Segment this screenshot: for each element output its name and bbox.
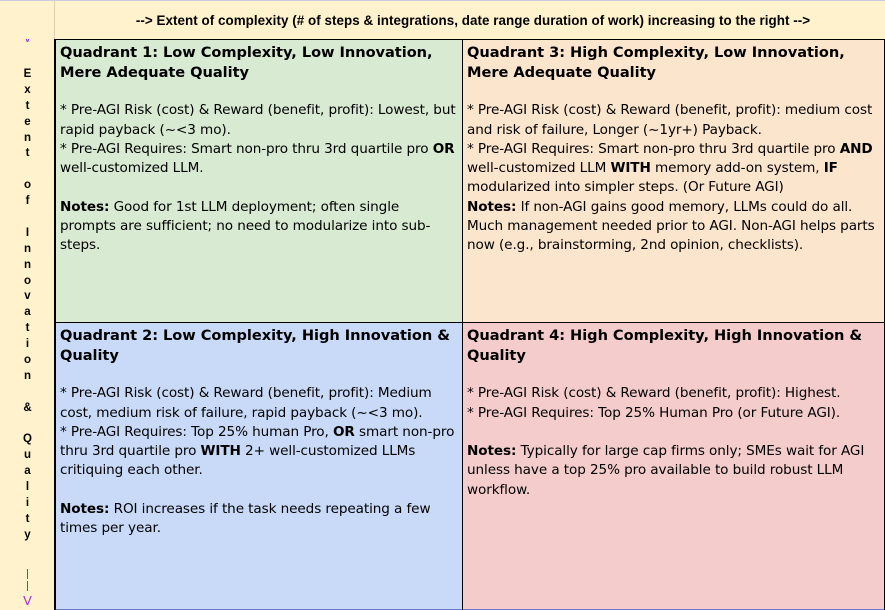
- risk-reward-text: * Pre-AGI Risk (cost) & Reward (benefit, profit): Highest.: [467, 385, 841, 402]
- axis-letter: o: [23, 179, 32, 192]
- notes-text: Notes: Good for 1st LLM deployment; often single prompts are sufficient; no need to modularize into sub-steps.: [60, 198, 431, 254]
- requires-text: * Pre-AGI Requires: Smart non-pro thru 3rd quartile pro OR well-customized LLM.: [60, 140, 455, 177]
- axis-letter: n: [23, 369, 32, 382]
- quadrant-3: [462, 39, 885, 323]
- axis-letter: l: [25, 481, 30, 494]
- complexity-axis-header: [0, 1, 885, 39]
- axis-letter: o: [23, 354, 32, 367]
- axis-letter: n: [23, 131, 32, 144]
- axis-letter: t: [25, 99, 30, 112]
- axis-letter: n: [23, 258, 32, 271]
- axis-letter: a: [24, 306, 31, 319]
- axis-letter: n: [23, 242, 32, 255]
- requires-text: * Pre-AGI Requires: Top 25% Human Pro (or Future AGI).: [467, 404, 841, 421]
- quadrant-title: Quadrant 2: Low Complexity, High Innovation & Quality: [60, 327, 450, 364]
- notes-text: Notes: If non-AGI gains good memory, LLMs could do all. Much management needed prior to AGI. Non-AGI helps parts now (e.g., brainstorming, 2nd opinion, checklists).: [467, 198, 875, 254]
- down-arrow-icon: V: [0, 569, 55, 607]
- axis-letter: i: [25, 497, 30, 510]
- quadrant-4: [462, 322, 885, 610]
- axis-letter: &: [23, 401, 32, 414]
- risk-reward-text: * Pre-AGI Risk (cost) & Reward (benefit, profit): Lowest, but rapid payback (~<3 mo).: [60, 102, 456, 138]
- axis-letter: x: [24, 83, 31, 96]
- axis-letter: t: [25, 147, 30, 160]
- axis-letter: y: [24, 528, 31, 541]
- axis-letter: [26, 162, 29, 178]
- axis-letter: v: [24, 290, 31, 303]
- axis-letter: I: [25, 226, 30, 239]
- innovation-axis-column: [0, 1, 55, 610]
- innovation-axis-label: [0, 67, 55, 544]
- axis-letter: t: [25, 512, 30, 525]
- notes-text: Notes: Typically for large cap firms only; SMEs wait for AGI unless have a top 25% pro available to build robust LLM workflow.: [467, 443, 865, 498]
- axis-letter: o: [23, 274, 32, 287]
- axis-letter: e: [24, 115, 31, 128]
- axis-letter: [26, 417, 29, 433]
- requires-text: * Pre-AGI Requires: Top 25% human Pro, OR smart non-pro thru 3rd quartile pro WITH 2+ well-customized LLMs critiquing each other.: [60, 423, 455, 479]
- axis-letter: E: [23, 68, 32, 80]
- axis-letter: t: [25, 322, 30, 335]
- quadrant-1: [55, 39, 463, 323]
- axis-letter: Q: [23, 433, 32, 446]
- axis-letter: a: [24, 465, 31, 478]
- quadrant-title: Quadrant 3: High Complexity, Low Innovation, Mere Adequate Quality: [467, 44, 845, 81]
- risk-reward-text: * Pre-AGI Risk (cost) & Reward (benefit, profit): Medium cost, medium risk of failure, rapid payback (~<3 mo).: [60, 385, 432, 421]
- axis-letter: u: [23, 449, 32, 462]
- complexity-axis-label: --> Extent of complexity (# of steps & integrations, date range duration of work) increasing to the right -->: [135, 12, 811, 28]
- axis-letter: [26, 385, 29, 401]
- axis-letter: f: [25, 195, 30, 208]
- quadrant-2: [55, 322, 463, 610]
- risk-reward-text: * Pre-AGI Risk (cost) & Reward (benefit, profit): medium cost and risk of failure, Longer (~1yr+) Payback.: [467, 102, 873, 138]
- notes-text: Notes: ROI increases if the task needs repeating a few times per year.: [60, 501, 431, 537]
- quadrant-title: Quadrant 4: High Complexity, High Innovation & Quality: [467, 327, 863, 364]
- requires-text: * Pre-AGI Requires: Smart non-pro thru 3rd quartile pro AND well-customized LLM WITH memory add-on system, IF modularized into simpler steps. (Or Future AGI): [467, 140, 873, 196]
- axis-letter: i: [25, 338, 30, 351]
- axis-letter: [26, 210, 29, 226]
- quadrant-title: Quadrant 1: Low Complexity, Low Innovation, Mere Adequate Quality: [60, 44, 433, 81]
